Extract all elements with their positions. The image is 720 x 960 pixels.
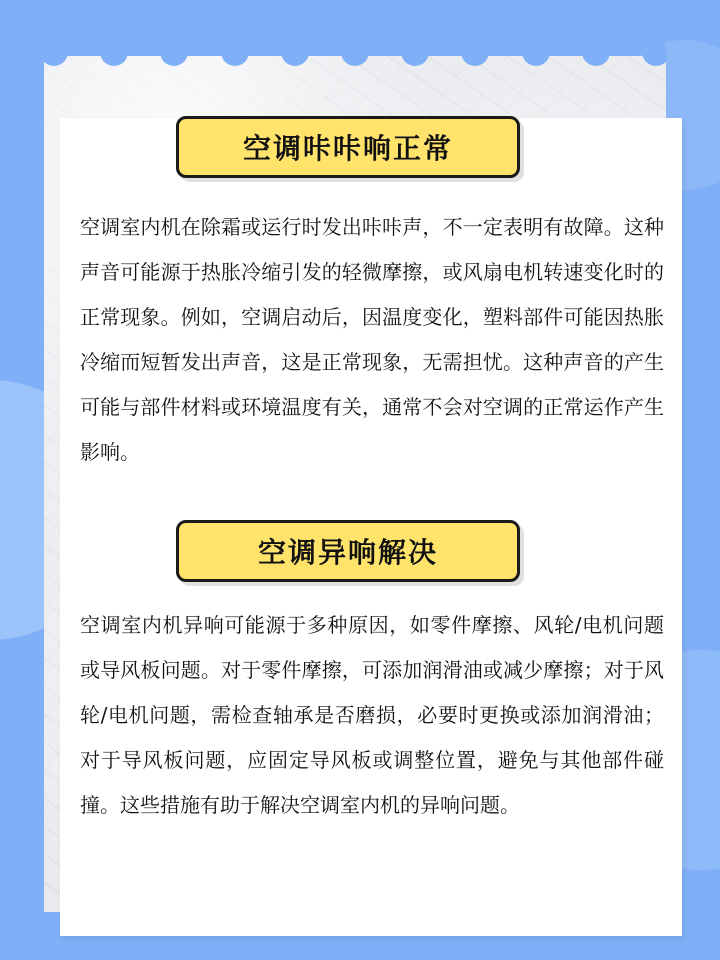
scallop-hole [160,44,188,66]
scallop-hole [582,44,610,66]
scallop-hole [281,44,309,66]
paper-scalloped-edge [44,44,666,68]
scallop-hole [44,44,68,66]
scallop-hole [642,44,666,66]
section-body-normal-click: 空调室内机在除霜或运行时发出咔咔声，不一定表明有故障。这种声音可能源于热胀冷缩引发的轻微摩擦，或风扇电机转速变化时的正常现象。例如，空调启动后，因温度变化，塑料部件可能因热胀冷缩而短暂发出声音，这是正常现象，无需担忧。这种声音的产生可能与部件材料或环境温度有关，通常不会对空调的正常运作产生影响。 [80,215,664,464]
section-body-noise-fix: 空调室内机异响可能源于多种原因，如零件摩擦、风轮/电机问题或导风板问题。对于零件摩擦，可添加润滑油或减少摩擦；对于风轮/电机问题，需检查轴承是否磨损，必要时更换或添加润滑油；对于导风板问题，应固定导风板或调整位置，避免与其他部件碰撞。这些措施有助于解决空调室内机的异响问题。 [80,613,664,817]
scallop-hole [341,44,369,66]
scallop-hole [522,44,550,66]
section-heading-text: 空调咔咔响正常 [242,132,453,165]
section-heading-text: 空调异响解决 [257,536,438,569]
scallop-hole [100,44,128,66]
scallop-hole [221,44,249,66]
scallop-hole [461,44,489,66]
section-heading-normal-click [176,116,520,178]
scallop-hole [401,44,429,66]
section-heading-noise-fix [176,520,520,582]
